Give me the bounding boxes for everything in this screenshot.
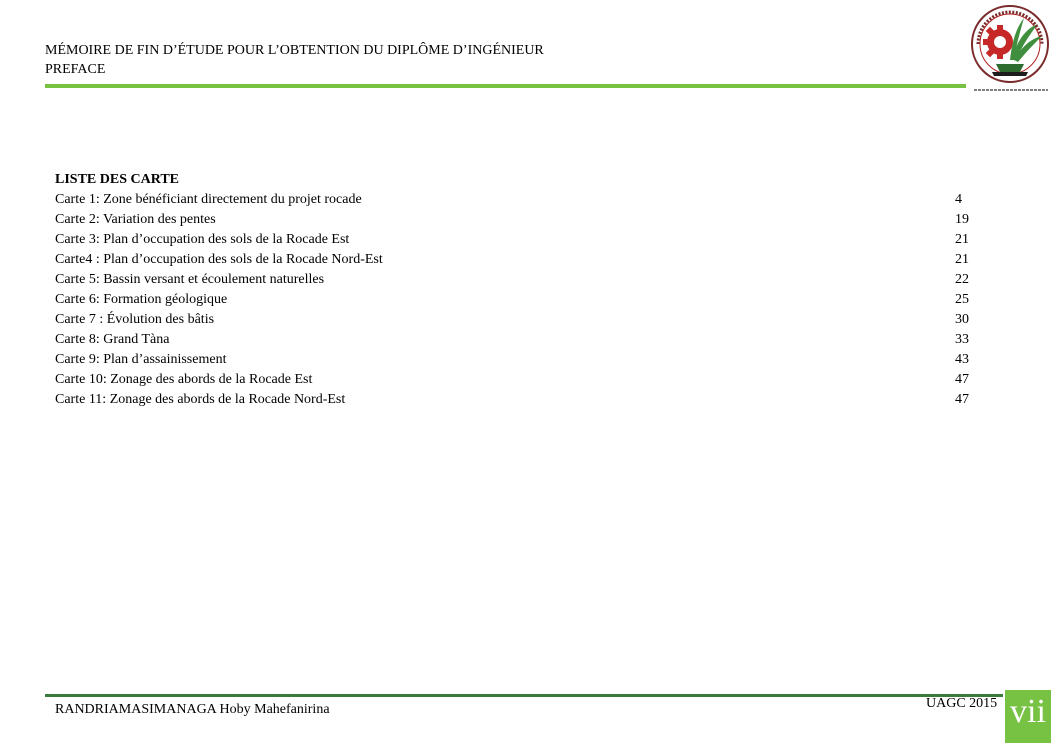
entry-label: Carte 7 : Évolution des bâtis [55,312,215,327]
organization-year: UAGC 2015 [926,696,998,711]
entry-label: Carte 10: Zonage des abords de la Rocade Est [55,372,313,387]
document-title: MÉMOIRE DE FIN D’ÉTUDE POUR L’OBTENTION DU DIPLÔME D’INGÉNIEUR [45,43,544,58]
list-item [55,370,975,390]
entry-label: Carte 9: Plan d’assainissement [55,352,227,367]
entry-page: 33 [955,332,969,347]
list-item [55,310,975,330]
entry-label: Carte 11: Zonage des abords de la Rocade Nord-Est [55,392,346,407]
list-item [55,250,975,270]
entry-label: Carte 8: Grand Tàna [55,332,170,347]
entry-page: 30 [955,312,969,327]
entry-page: 43 [955,352,969,367]
author-name: RANDRIAMASIMANAGA Hoby Mahefanirina [55,702,330,717]
list-item [55,330,975,350]
section-title: PREFACE [45,62,106,77]
entry-page: 47 [955,372,969,387]
map-list [55,170,975,410]
entry-page: 47 [955,392,969,407]
list-item [55,230,975,250]
list-item [55,270,975,290]
entry-page: 22 [955,272,969,287]
map-list-title: LISTE DES CARTE [55,172,179,187]
entry-label: Carte 1: Zone bénéficiant directement du projet rocade [55,192,362,207]
list-item [55,210,975,230]
entry-page: 19 [955,212,969,227]
entry-page: 21 [955,232,969,247]
entry-page: 21 [955,252,969,267]
footer-divider [45,694,1003,697]
entry-label: Carte 3: Plan d’occupation des sols de la Rocade Est [55,232,350,247]
list-item [55,390,975,410]
entry-label: Carte4 : Plan d’occupation des sols de la Rocade Nord-Est [55,252,383,267]
page-number: vii [1005,690,1051,743]
header-divider [45,84,966,88]
entry-page: 4 [955,192,962,207]
entry-label: Carte 5: Bassin versant et écoulement naturelles [55,272,325,287]
entry-page: 25 [955,292,969,307]
list-item [55,350,975,370]
list-item [55,290,975,310]
list-item [55,190,975,210]
entry-label: Carte 2: Variation des pentes [55,212,216,227]
entry-label: Carte 6: Formation géologique [55,292,228,307]
school-emblem-icon [966,2,1053,96]
